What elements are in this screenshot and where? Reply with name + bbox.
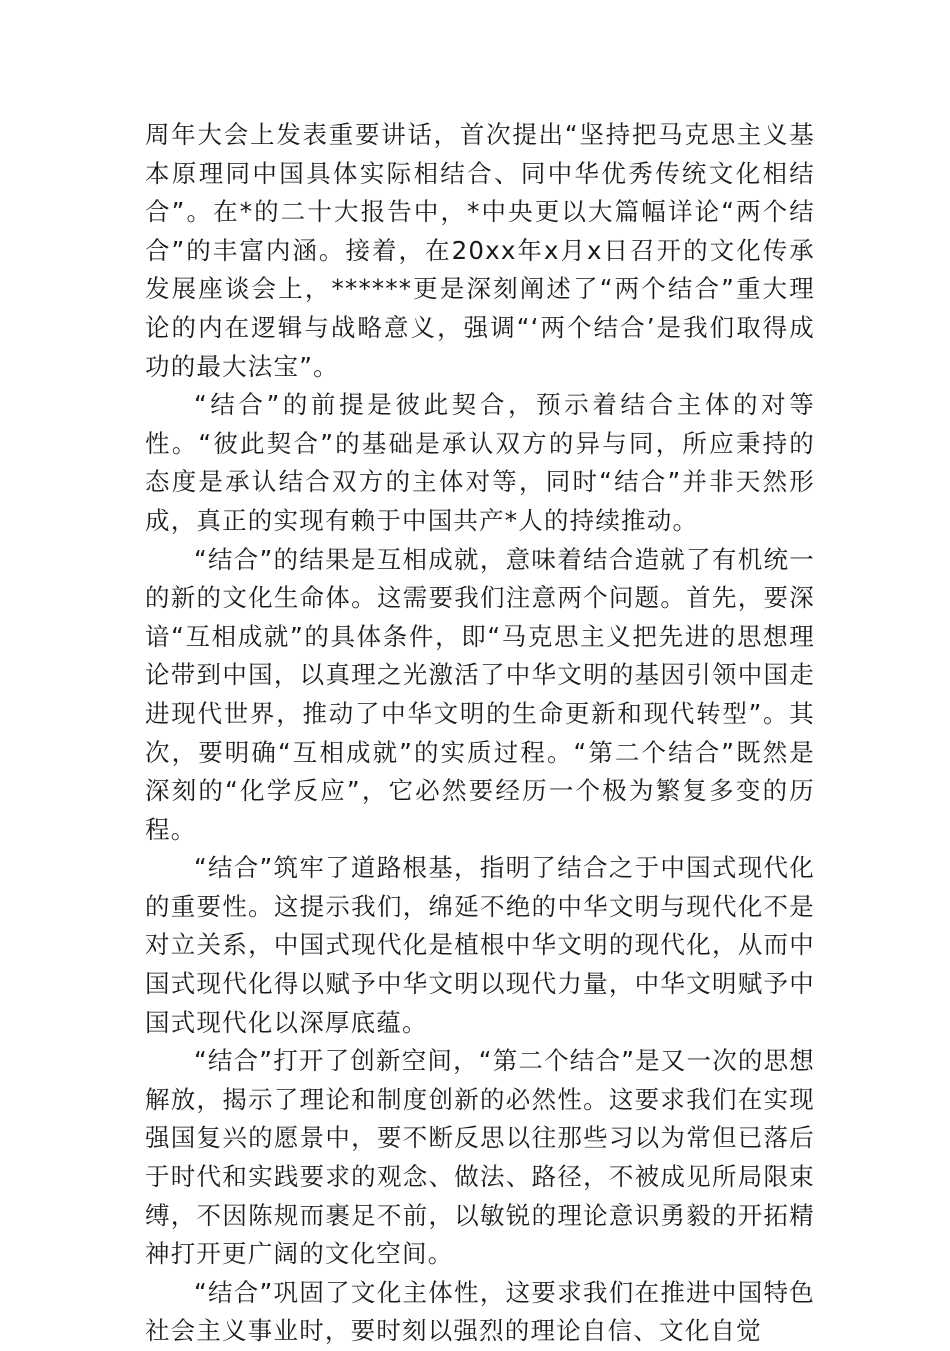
paragraph-result: “结合”的结果是互相成就，意味着结合造就了有机统一的新的文化生命体。这需要我们注意两个问题。首先，要深谙“互相成就”的具体条件，即“马克思主义把先进的思想理论带到中国，以真理之光激活了中华文明的基因引领中国走进现代世界，推动了中华文明的生命更新和现代转型”。其次，要明确“互相成就”的实质过程。“第二个结合”既然是深刻的“化学反应”，它必然要经历一个极为繁复多变的历程。 (145, 544, 815, 844)
paragraph-subjectivity: “结合”巩固了文化主体性，这要求我们在推进中国特色社会主义事业时，要时刻以强烈的理论自信、文化自觉 (145, 1277, 815, 1346)
paragraph-continued: 周年大会上发表重要讲话，首次提出“坚持把马克思主义基本原理同中国具体实际相结合、同中华优秀传统文化相结合”。在*的二十大报告中，*中央更以大篇幅详论“两个结合”的丰富内涵。接着，在20xx年x月x日召开的文化传承发展座谈会上，******更是深刻阐述了“两个结合”重大理论的内在逻辑与战略意义，强调“‘两个结合’是我们取得成功的最大法宝”。 (145, 120, 815, 381)
paragraph-innovation: “结合”打开了创新空间，“第二个结合”是又一次的思想解放，揭示了理论和制度创新的必然性。这要求我们在实现强国复兴的愿景中，要不断反思以往那些习以为常但已落后于时代和实践要求的观念、做法、路径，不被成见所局限束缚，不因陈规而裹足不前，以敏锐的理论意识勇毅的开拓精神打开更广阔的文化空间。 (145, 1046, 815, 1269)
paragraph-foundation: “结合”筑牢了道路根基，指明了结合之于中国式现代化的重要性。这提示我们，绵延不绝的中华文明与现代化不是对立关系，中国式现代化是植根中华文明的现代化，从而中国式现代化得以赋予中华文明以现代力量，中华文明赋予中国式现代化以深厚底蕴。 (145, 853, 815, 1037)
document-body (145, 116, 815, 1351)
paragraph-premise: “结合”的前提是彼此契合，预示着结合主体的对等性。“彼此契合”的基础是承认双方的异与同，所应秉持的态度是承认结合双方的主体对等，同时“结合”并非天然形成，真正的实现有赖于中国共产*人的持续推动。 (145, 390, 815, 535)
